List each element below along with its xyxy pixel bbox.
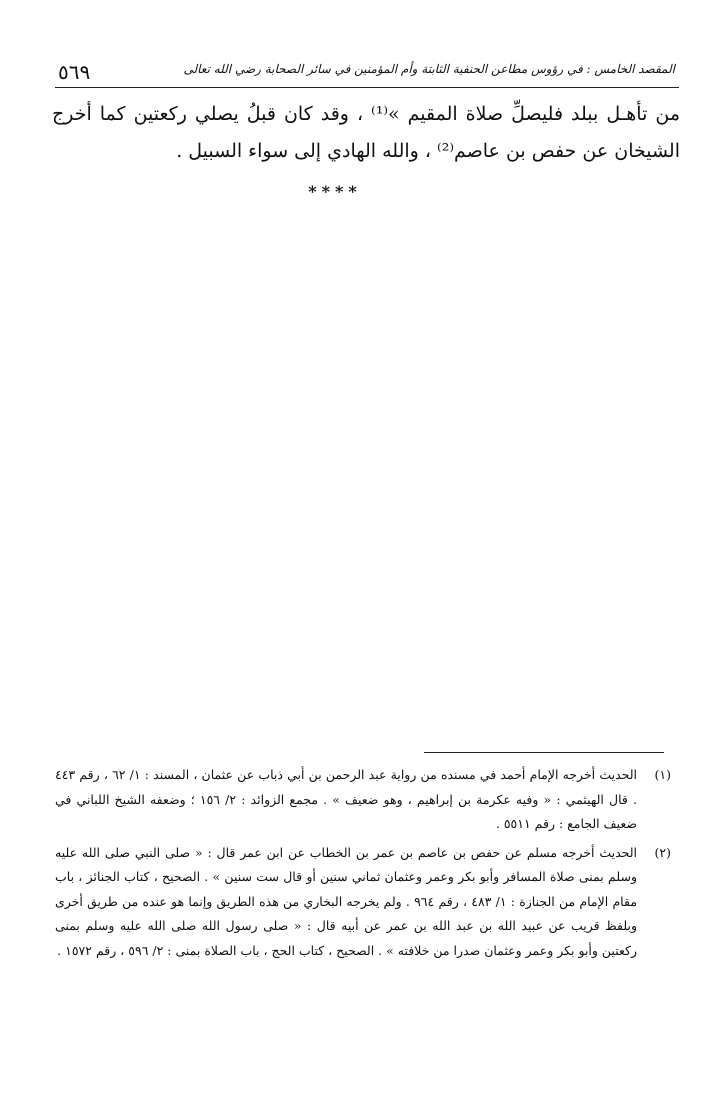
footnote-item	[55, 763, 671, 837]
header-divider	[55, 87, 679, 88]
footnote-divider	[424, 752, 664, 753]
footnote-item	[55, 841, 671, 964]
main-text-block	[52, 96, 680, 170]
footnote-text: الحديث أخرجه مسلم عن حفص بن عاصم بن عمر بن الخطاب عن ابن عمر قال : « صلى النبي صلى الله عليه وسلم بمنى صلاة المسافر وأبو بكر وعمر وعثمان ثماني سنين أو قال ست سنين » . الصحيح ، كتاب الجنائز ، باب مقام الإمام من الجنازة : ١/ ٤٨٣ ، رقم ٩٦٤ . ولم يخرجه البخاري من هذه الطريق وإنما هو عنده من طريق أخرى وبلفظ قريب عن عبيد الله بن عبد الله بن عمر عن أبيه قال : « صلى رسول الله صلى الله عليه وسلم بمنى ركعتين وأبو بكر وعمر وعثمان صدرا من خلافته » . الصحيح ، كتاب الحج ، باب الصلاة بمنى : ٢/ ٥٩٦ ، رقم ١٥٧٢ .	[55, 844, 638, 958]
main-paragraph: من تأهـل ببلد فليصلِّ صلاة المقيم »⁽¹⁾ ، وقد كان قبلُ يصلي ركعتين كما أخرج الشيخان عن حفص بن عاصم⁽²⁾ ، والله الهادي إلى سواء السبيل .	[52, 103, 680, 162]
footnote-number: (٢)	[654, 844, 671, 860]
footnote-text: الحديث أخرجه الإمام أحمد في مسنده من رواية عبد الرحمن بن أبي ذباب عن عثمان ، المسند : ١/ ٦٢ ، رقم ٤٤٣ . قال الهيثمي : « وفيه عكرمة بن إبراهيم ، وهو ضعيف » . مجمع الزوائد : ٢/ ١٥٦ ؛ وضعفه الشيخ اللباني في ضعيف الجامع : رقم ٥٥١١ .	[55, 767, 637, 831]
footnote-number: (١)	[654, 767, 671, 782]
running-header-title: المقصد الخامس : في رؤوس مطاعن الحنفية الثابتة وأم المؤمنين في سائر الصحابة رضي الله تعالى	[183, 62, 675, 76]
footnotes-section	[55, 763, 671, 967]
page-number: ٥٦٩	[58, 60, 91, 84]
section-ornament: ****	[308, 182, 362, 201]
